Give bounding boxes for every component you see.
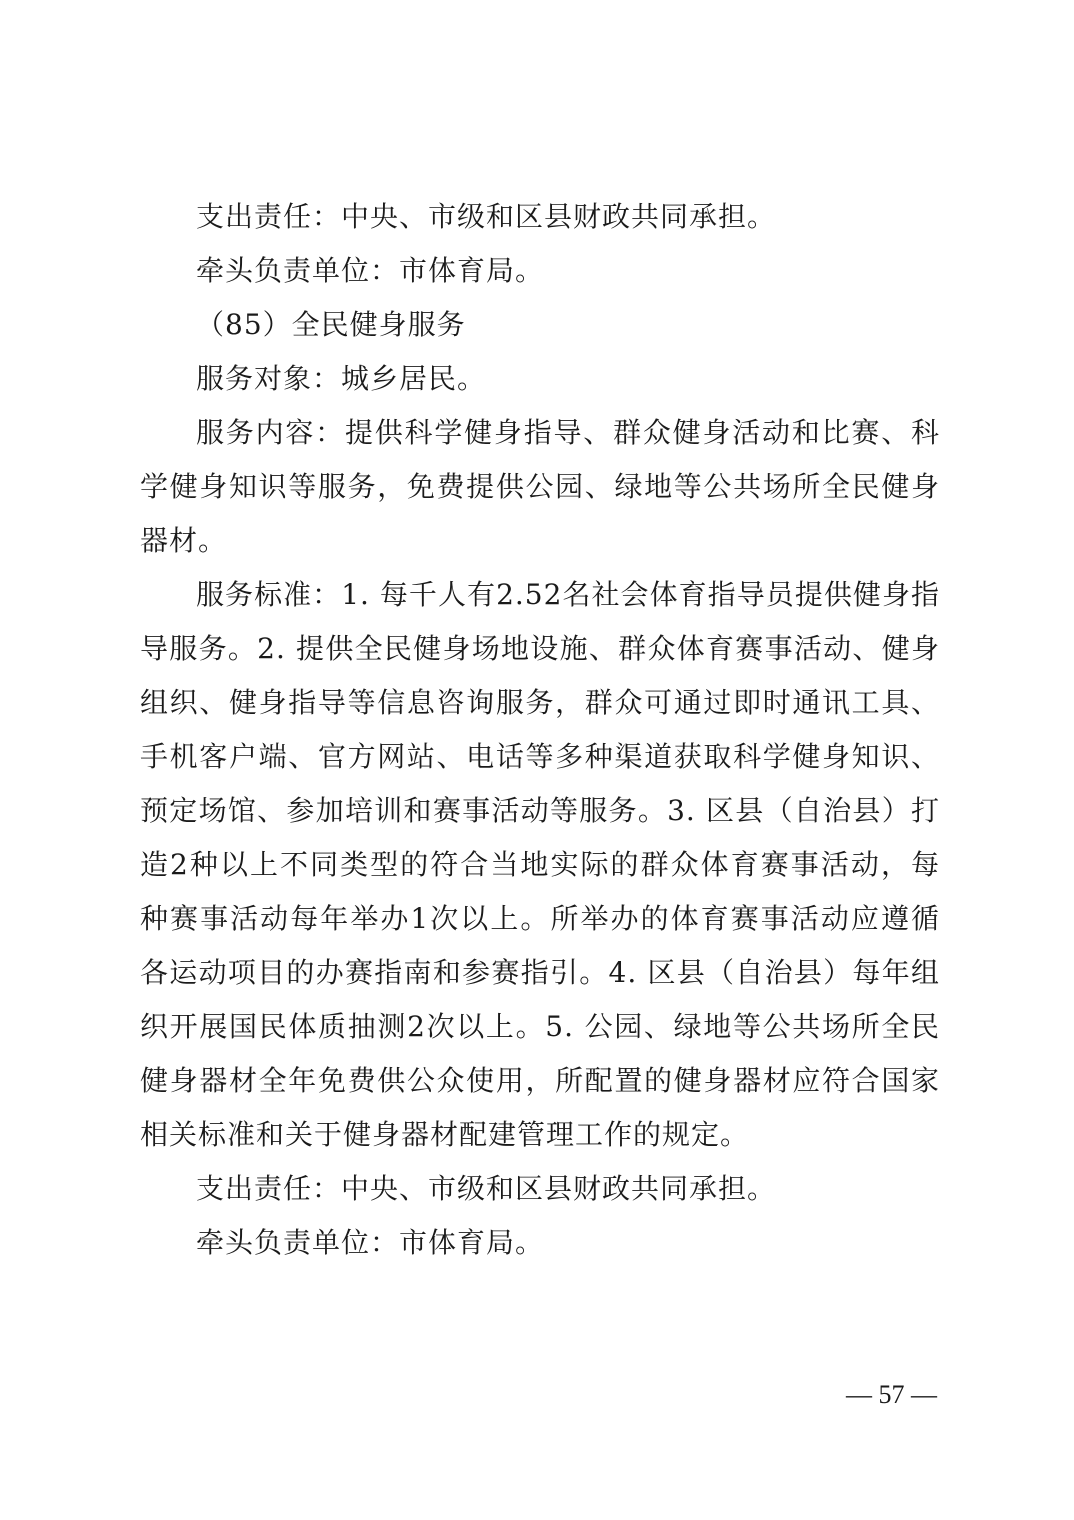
expense-responsibility-paragraph: 支出责任：中央、市级和区县财政共同承担。 bbox=[196, 200, 777, 233]
service-standard-paragraph: 服务标准：1. 每千人有2.52名社会体育指导员提供健身指导服务。2. 提供全民健身场地设施、群众体育赛事活动、健身组织、健身指导等信息咨询服务，群众可通过即时通讯工具、手机客户端、官方网站、电话等多种渠道获取科学健身知识、预定场馆、参加培训和赛事活动等服务。3. 区县（自治县）打造2种以上不同类型的符合当地实际的群众体育赛事活动，每种赛事活动每年举办1次以上。所举办的体育赛事活动应遵循各运动项目的办赛指南和参赛指引。4. 区县（自治县）每年组织开展国民体质抽测2次以上。5. 公园、绿地等公共场所全民健身器材全年免费供公众使用，所配置的健身器材应符合国家相关标准和关于健身器材配建管理工作的规定。 bbox=[140, 578, 940, 1151]
lead-unit-paragraph: 牵头负责单位：市体育局。 bbox=[196, 1226, 545, 1259]
page-number: — 57 — bbox=[846, 1380, 937, 1409]
service-content-paragraph: 服务内容：提供科学健身指导、群众健身活动和比赛、科学健身知识等服务，免费提供公园、绿地等公共场所全民健身器材。 bbox=[140, 416, 940, 557]
service-target-paragraph: 服务对象：城乡居民。 bbox=[196, 362, 487, 395]
section-heading: （85）全民健身服务 bbox=[196, 308, 466, 341]
lead-unit-paragraph: 牵头负责单位：市体育局。 bbox=[196, 254, 545, 287]
expense-responsibility-paragraph: 支出责任：中央、市级和区县财政共同承担。 bbox=[196, 1172, 777, 1205]
document-body bbox=[140, 190, 940, 1270]
